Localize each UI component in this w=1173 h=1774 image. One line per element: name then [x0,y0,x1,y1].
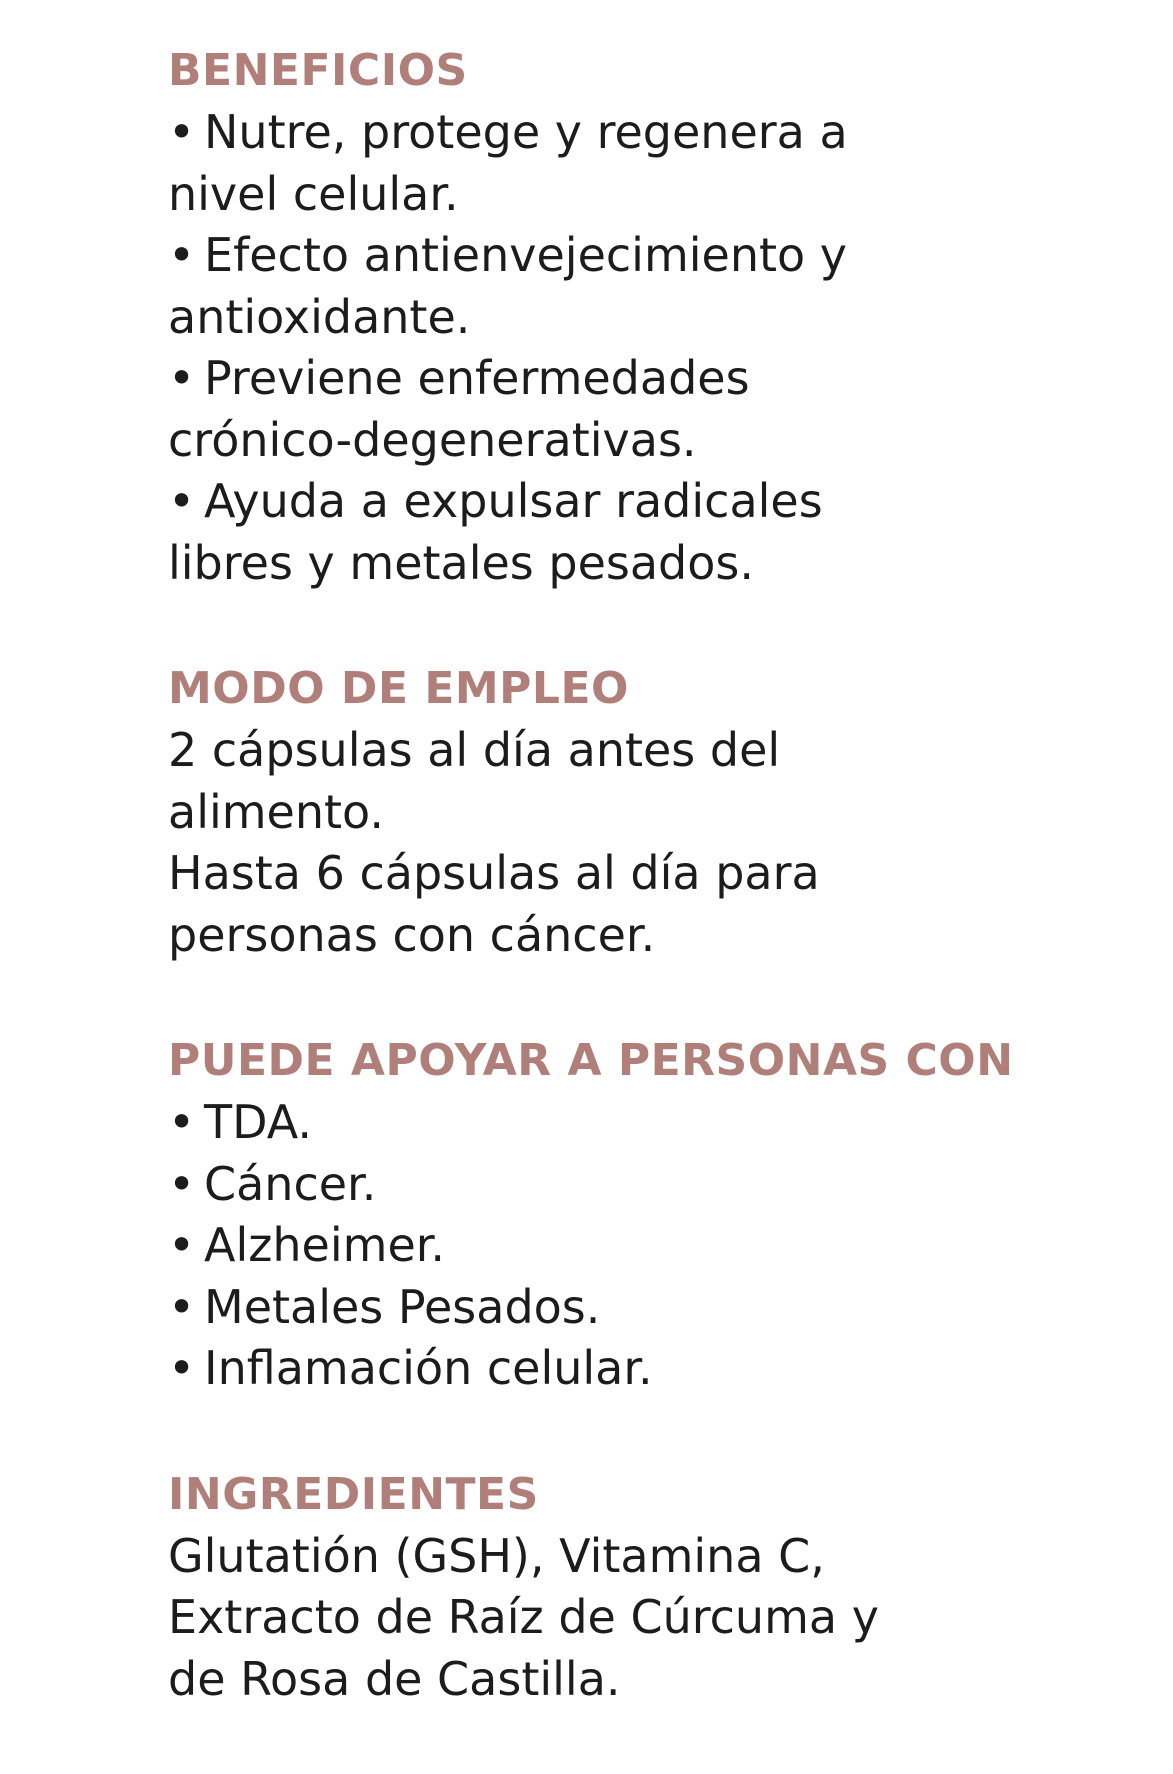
modo-de-empleo-section [168,658,1088,966]
beneficios-line-text: Efecto antienvejecimiento y [204,228,848,282]
beneficios-line-text: Nutre, protege y regenera a [204,105,848,159]
modo-de-empleo-heading: MODO DE EMPLEO [168,663,629,714]
beneficios-line [168,164,1088,226]
beneficios-line-text: antioxidante. [168,289,471,344]
beneficios-line [168,348,1088,410]
bullet-icon: • [168,228,196,282]
bullet-icon: • [168,351,196,405]
modo-de-empleo-line: Hasta 6 cápsulas al día para [168,846,820,900]
ingredientes-line: de Rosa de Castilla. [168,1651,621,1706]
bullet-icon: • [168,1156,196,1211]
beneficios-heading: BENEFICIOS [168,45,468,96]
puede-apoyar-item-text: Alzheimer. [204,1218,446,1272]
bullet-icon: • [168,1279,196,1334]
puede-apoyar-item [168,1215,1088,1277]
beneficios-line [168,471,1088,533]
bullet-icon: • [168,1095,196,1149]
modo-de-empleo-line: alimento. [168,784,385,839]
beneficios-line [168,225,1088,287]
ingredientes-line: Extracto de Raíz de Cúrcuma y [168,1590,879,1644]
beneficios-line [168,102,1088,164]
puede-apoyar-section [168,1030,1088,1400]
bullet-icon: • [168,105,196,159]
puede-apoyar-item-text: TDA. [204,1095,312,1149]
puede-apoyar-item-text: Metales Pesados. [204,1279,601,1334]
beneficios-line-text: Previene enfermedades [204,351,750,405]
modo-de-empleo-line: personas con cáncer. [168,907,656,962]
ingredientes-line: Glutatión (GSH), Vitamina C, [168,1528,825,1583]
beneficios-line-text: Ayuda a expulsar radicales [204,474,823,528]
bullet-icon: • [168,1218,196,1272]
beneficios-line-text: libres y metales pesados. [168,535,754,590]
beneficios-line [168,287,1088,349]
puede-apoyar-item [168,1092,1088,1154]
beneficios-line [168,533,1088,595]
puede-apoyar-item-text: Inflamación celular. [204,1341,653,1395]
beneficios-line [168,410,1088,472]
bullet-icon: • [168,1341,196,1395]
puede-apoyar-item [168,1154,1088,1216]
puede-apoyar-item [168,1277,1088,1339]
bullet-icon: • [168,474,196,528]
puede-apoyar-item-text: Cáncer. [204,1156,377,1211]
beneficios-line-text: nivel celular. [168,166,459,221]
puede-apoyar-item [168,1338,1088,1400]
beneficios-line-text: crónico-degenerativas. [168,412,697,467]
puede-apoyar-heading: PUEDE APOYAR A PERSONAS CON [168,1035,1014,1086]
ingredientes-section [168,1464,1088,1711]
product-info [168,40,1088,1774]
ingredientes-heading: INGREDIENTES [168,1468,539,1520]
modo-de-empleo-line: 2 cápsulas al día antes del [168,723,781,777]
beneficios-section [168,40,1088,594]
